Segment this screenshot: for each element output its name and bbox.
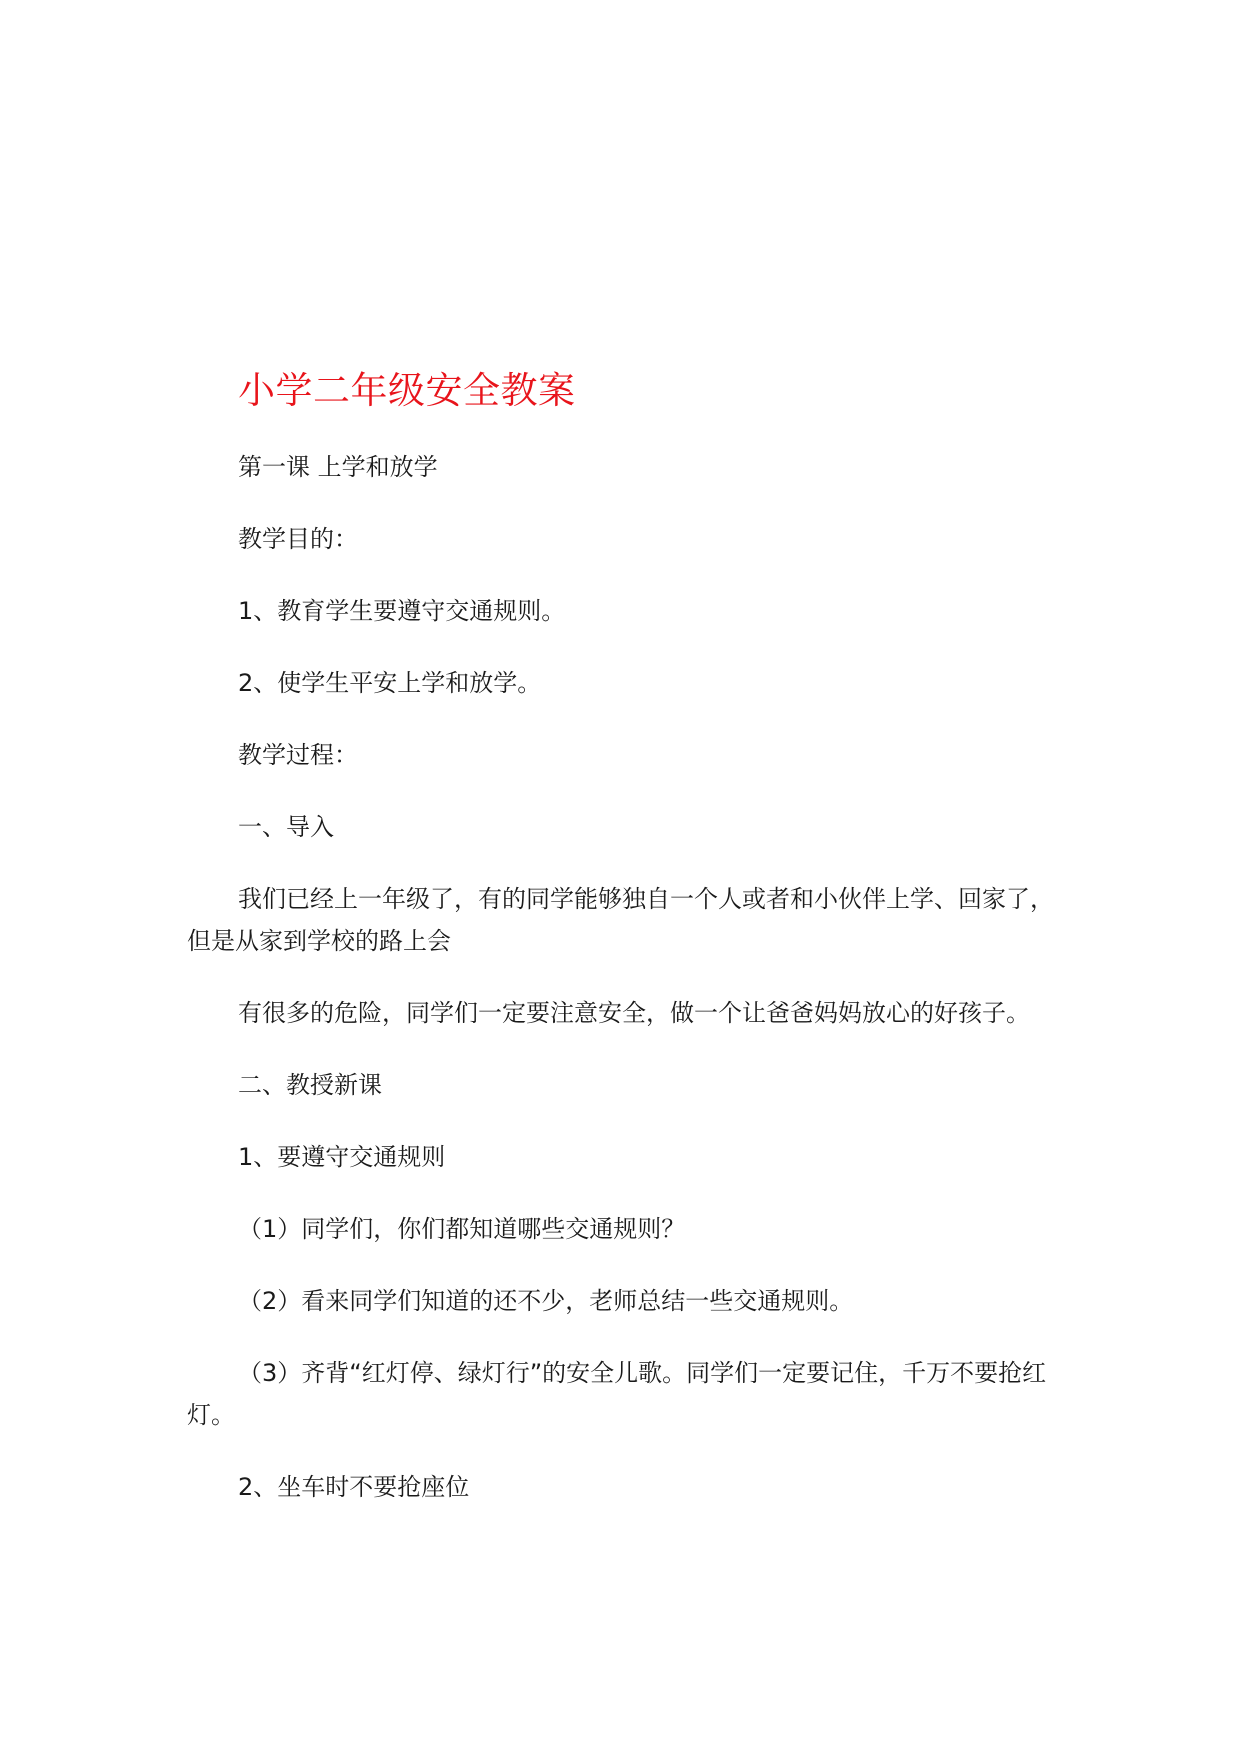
list-item-song: （3）齐背“红灯停、绿灯行”的安全儿歌。同学们一定要记住，千万不要抢红灯。 xyxy=(187,1359,1047,1429)
step-heading-intro: 一、导入 xyxy=(238,813,334,841)
intro-paragraph-2: 有很多的危险，同学们一定要注意安全，做一个让爸爸妈妈放心的好孩子。 xyxy=(238,999,1030,1027)
step-heading-new-lesson: 二、教授新课 xyxy=(238,1071,382,1099)
goal-item-2: 2、使学生平安上学和放学。 xyxy=(238,669,542,697)
subheading-traffic-rules: 1、要遵守交通规则 xyxy=(238,1143,446,1171)
lesson-heading: 第一课 上学和放学 xyxy=(238,453,438,481)
intro-paragraph-1: 我们已经上一年级了，有的同学能够独自一个人或者和小伙伴上学、回家了，但是从家到学校的路上会 xyxy=(187,885,1054,955)
goal-item-1: 1、教育学生要遵守交通规则。 xyxy=(238,597,566,625)
section-heading-goals: 教学目的： xyxy=(238,525,358,553)
list-item-summary: （2）看来同学们知道的还不少，老师总结一些交通规则。 xyxy=(238,1287,854,1315)
document-title: 小学二年级安全教案 xyxy=(238,369,576,412)
document-body xyxy=(187,446,1067,1538)
subheading-seats: 2、坐车时不要抢座位 xyxy=(238,1473,470,1501)
list-item-question: （1）同学们，你们都知道哪些交通规则？ xyxy=(238,1215,686,1243)
section-heading-process: 教学过程： xyxy=(238,741,358,769)
